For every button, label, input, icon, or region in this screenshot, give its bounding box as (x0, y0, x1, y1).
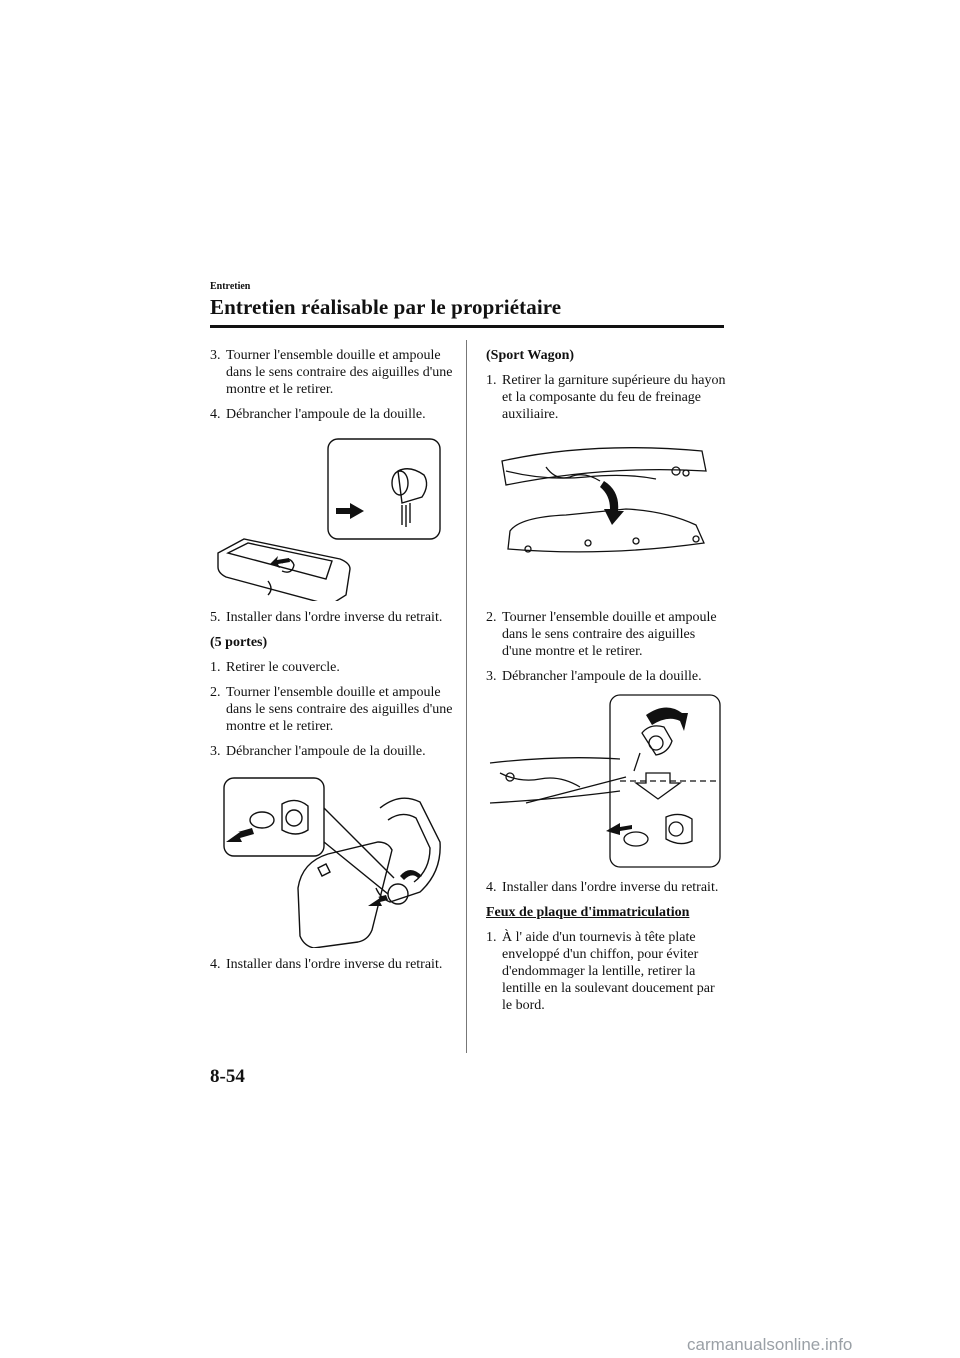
step-number: 2. (210, 685, 221, 700)
license-plate-light-heading: Feux de plaque d'immatriculation (486, 905, 690, 920)
list-item (486, 668, 726, 685)
page-title: Entretien réalisable par le propriétaire (210, 295, 562, 319)
step-text: Débrancher l'ampoule de la douille. (502, 669, 702, 684)
list-item (210, 406, 455, 423)
five-door-bulb-illustration (210, 768, 455, 948)
wagon-socket-illustration (486, 693, 726, 871)
page-number: 8-54 (210, 1066, 245, 1087)
step-number: 1. (486, 373, 497, 388)
step-text: Installer dans l'ordre inverse du retrait. (502, 880, 719, 895)
list-item (486, 372, 726, 423)
step-number: 1. (210, 660, 221, 675)
brake-light-bulb-illustration (210, 431, 450, 601)
step-text: Installer dans l'ordre inverse du retrait. (226, 957, 443, 972)
list-item (210, 659, 455, 676)
step-number: 3. (486, 669, 497, 684)
left-column (210, 347, 455, 981)
list-item (210, 743, 455, 760)
right-column (486, 347, 726, 1022)
step-text: À l' aide d'un tournevis à tête plate enveloppé d'un chiffon, pour éviter d'endommager la lentille, retirer la lentille en la soulevant doucement par le bord. (502, 930, 715, 1013)
list-item (486, 879, 726, 896)
list-item (486, 609, 726, 660)
step-number: 5. (210, 610, 221, 625)
step-number: 3. (210, 348, 221, 363)
step-number: 4. (486, 880, 497, 895)
step-text: Débrancher l'ampoule de la douille. (226, 744, 426, 759)
list-item (210, 347, 455, 398)
sport-wagon-heading: (Sport Wagon) (486, 348, 575, 363)
step-number: 3. (210, 744, 221, 759)
step-text: Tourner l'ensemble douille et ampoule dans le sens contraire des aiguilles d'une montre et le retirer. (226, 348, 453, 397)
section-label: Entretien (210, 281, 251, 292)
column-divider (466, 340, 467, 1053)
step-number: 2. (486, 610, 497, 625)
step-text: Installer dans l'ordre inverse du retrait. (226, 610, 443, 625)
step-number: 1. (486, 930, 497, 945)
list-item (486, 929, 726, 1014)
step-text: Débrancher l'ampoule de la douille. (226, 407, 426, 422)
step-number: 4. (210, 407, 221, 422)
list-item (210, 609, 455, 626)
watermark: carmanualsonline.info (687, 1335, 853, 1354)
step-number: 4. (210, 957, 221, 972)
step-text: Tourner l'ensemble douille et ampoule dans le sens contraire des aiguilles d'une montre et le retirer. (502, 610, 717, 659)
title-rule (210, 325, 724, 328)
tailgate-trim-illustration (486, 431, 721, 601)
step-text: Tourner l'ensemble douille et ampoule dans le sens contraire des aiguilles d'une montre et le retirer. (226, 685, 453, 734)
list-item (210, 956, 455, 973)
five-door-heading: (5 portes) (210, 635, 268, 650)
list-item (210, 684, 455, 735)
step-text: Retirer la garniture supérieure du hayon et la composante du feu de freinage auxiliaire. (502, 373, 726, 422)
step-text: Retirer le couvercle. (226, 660, 340, 675)
